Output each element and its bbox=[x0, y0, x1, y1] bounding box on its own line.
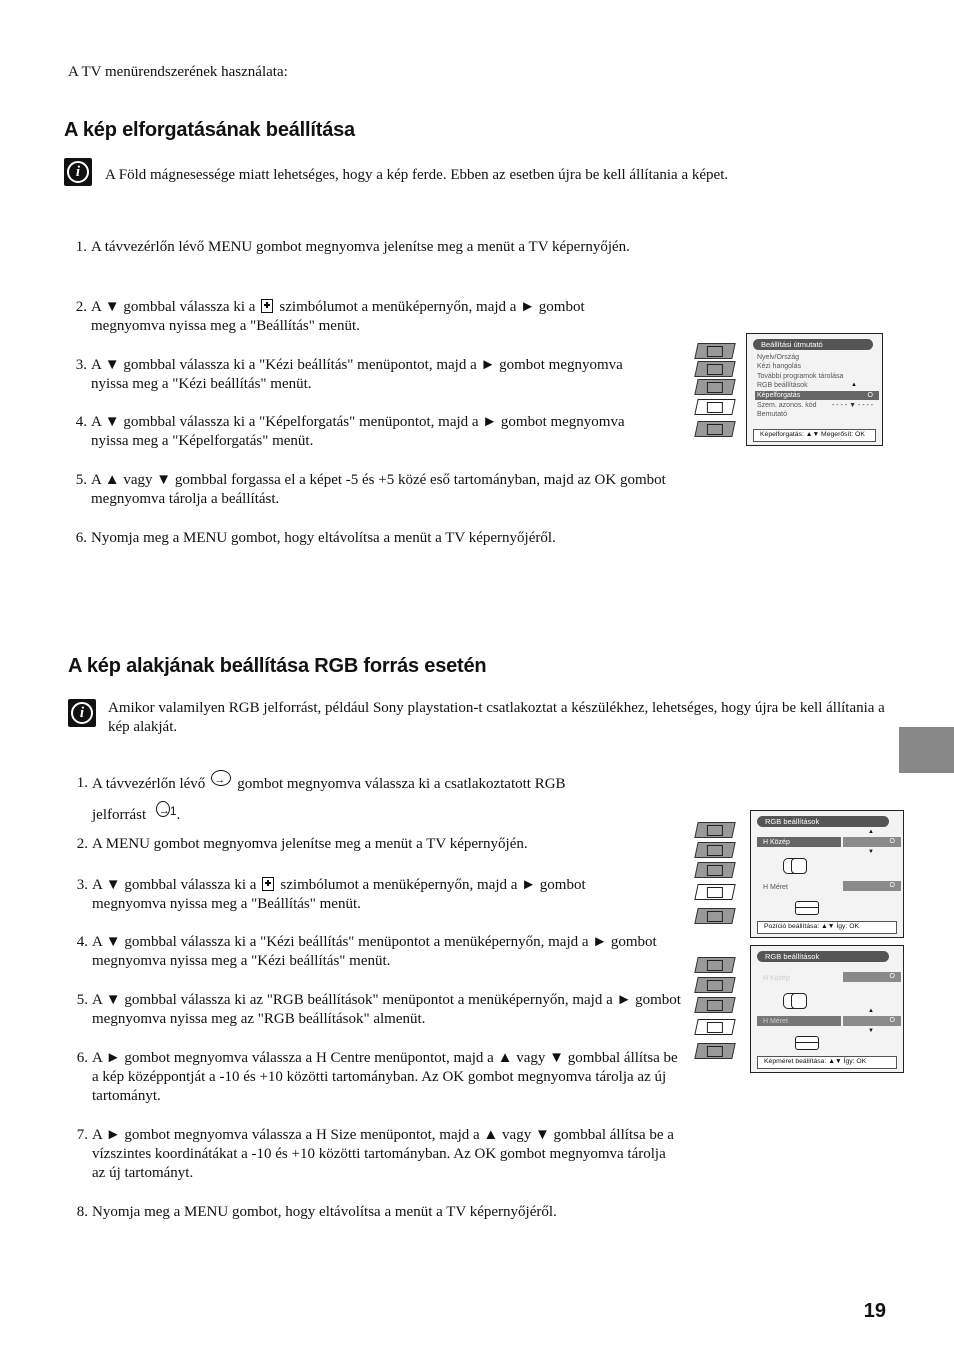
settings-tab-icon bbox=[694, 399, 735, 415]
input-source-icon bbox=[156, 801, 170, 817]
menu-item-selected: Képelforgatás O bbox=[755, 391, 879, 400]
menu-item: Bemutató bbox=[757, 411, 787, 418]
step-item: 2. A ▼ gombbal válassza ki a szimbólumot a menüképernyőn, majd a ► gombot megnyomva nyissa meg a "Beállítás" menüt. bbox=[75, 299, 585, 334]
step-item: 4. A ▼ gombbal válassza ki a "Kézi beállítás" menüpontot a menüképernyőn, majd a ► gombot megnyomva nyissa meg a "Kézi beállítás" menüt. bbox=[76, 934, 657, 969]
menu-panel bbox=[750, 810, 904, 938]
teletext-tab-icon bbox=[694, 908, 735, 924]
h-size-label: H Méret bbox=[763, 884, 788, 891]
menu-footer: Képméret beállítása: ▲▼ Így: OK bbox=[757, 1056, 897, 1069]
picture-tab-icon bbox=[694, 957, 735, 973]
step-item: 7. A ► gombot megnyomva válassza a H Size menüpontot, majd a ▲ vagy ▼ gombbal állítsa be a vízszintes koordinátákat a -10 és +10 közötti tartományban. Az OK gombot megnyomva tárolja az új tartományt. bbox=[76, 1127, 674, 1181]
step-item: 1. A távvezérlőn lévő→ gombot megnyomva válassza ki a csatlakoztatott RGB jelforrást → $^1$. bbox=[92, 770, 652, 829]
down-arrow-icon: ▼ bbox=[868, 849, 874, 855]
step-item: 3. A ▼ gombbal válassza ki a szimbólumot a menüképernyőn, majd a ► gombot megnyomva nyissa meg a "Beállítás" menüt. bbox=[76, 877, 586, 912]
teletext-tab-icon bbox=[694, 1043, 735, 1059]
menu-item: Szem. azonos. kód bbox=[757, 402, 817, 409]
sound-tab-icon bbox=[694, 361, 735, 377]
teletext-tab-icon bbox=[694, 421, 735, 437]
step-item: 4. A ▼ gombbal válassza ki a "Képelforgatás" menüpontot, majd a ► gombot megnyomva nyissa meg a "Képelforgatás" menüt. bbox=[75, 414, 625, 449]
section-title: A kép elforgatásának beállítása bbox=[64, 119, 355, 141]
info-icon: i bbox=[68, 699, 96, 727]
menu-title: RGB beállítások bbox=[757, 951, 889, 962]
code-value: - - - - ▼ - - - - bbox=[832, 402, 874, 409]
chapter-tab-marker bbox=[899, 727, 954, 773]
step-item: 2. A MENU gombot megnyomva jelenítse meg a menüt a TV képernyőjén. bbox=[76, 836, 528, 852]
h-center-row: H Közép bbox=[757, 837, 841, 847]
step-item: 6. A ► gombot megnyomva válassza a H Centre menüpontot, majd a ▲ vagy ▼ gombbal állítsa be a kép középpontját a -10 és +10 közötti tartományban. Az OK gombot megnyomva tárolja az új tartományt. bbox=[76, 1050, 678, 1104]
step-item: 5. A ▲ vagy ▼ gombbal forgassa el a képet -5 és +5 közé eső tartományban, majd az OK gombot megnyomva tárolja a beállítást. bbox=[75, 472, 666, 507]
step-item: 6. Nyomja meg a MENU gombot, hogy eltávolítsa a menüt a TV képernyőjéről. bbox=[75, 530, 556, 546]
settings-tab-icon bbox=[694, 884, 735, 900]
running-head: A TV menürendszerének használata: bbox=[68, 64, 288, 80]
settings-tab-icon bbox=[694, 1019, 735, 1035]
page-number: 19 bbox=[863, 1300, 886, 1322]
features-tab-icon bbox=[694, 379, 735, 395]
menu-footer: Pozíció beállítása: ▲▼ Így: OK bbox=[757, 921, 897, 934]
h-center-bar: O bbox=[843, 972, 901, 982]
up-arrow-icon: ▲ bbox=[868, 829, 874, 835]
menu-title: RGB beállítások bbox=[757, 816, 889, 827]
picture-size-icon bbox=[795, 1036, 819, 1050]
step-item: 8. Nyomja meg a MENU gombot, hogy eltávolítsa a menüt a TV képernyőjéről. bbox=[76, 1204, 557, 1220]
tv-menu-screen bbox=[696, 333, 886, 448]
step-item: 1. A távvezérlőn lévő MENU gombot megnyomva jelenítse meg a menüt a TV képernyőjén. bbox=[75, 239, 630, 255]
h-size-bar: O bbox=[843, 1016, 901, 1026]
up-arrow-icon: ▲ bbox=[868, 1008, 874, 1014]
h-center-label: H Közép bbox=[763, 975, 790, 982]
menu-title: Beállítási útmutató bbox=[753, 339, 873, 350]
settings-icon bbox=[261, 299, 273, 313]
tv-menu-screen bbox=[696, 945, 906, 1075]
h-center-bar: O bbox=[843, 837, 901, 847]
picture-tab-icon bbox=[694, 822, 735, 838]
menu-footer: Képelforgatás: ▲▼ Megerősít: OK bbox=[753, 429, 876, 442]
step-item: 3. A ▼ gombbal válassza ki a "Kézi beállítás" menüpontot, majd a ► gombot megnyomva nyissa meg a "Kézi beállítás" menüt. bbox=[75, 357, 623, 392]
menu-item: További programok tárolása bbox=[757, 373, 844, 380]
h-size-bar: O bbox=[843, 881, 901, 891]
picture-size-icon bbox=[795, 901, 819, 915]
up-arrow-icon: ▲ bbox=[851, 382, 857, 388]
sound-tab-icon bbox=[694, 977, 735, 993]
menu-item: Kézi hangolás bbox=[757, 363, 801, 370]
note-text: A Föld mágnesessége miatt lehetséges, hogy a kép ferde. Ebben az esetben újra be kell állítania a képet. bbox=[105, 167, 729, 183]
input-source-icon bbox=[211, 770, 231, 786]
h-size-row: H Méret bbox=[757, 1016, 841, 1026]
menu-item: RGB beállítások bbox=[757, 382, 808, 389]
step-item: 5. A ▼ gombbal válassza ki az "RGB beállítások" menüpontot a menüképernyőn, majd a ► gombot megnyomva nyissa meg az "RGB beállítások" almenüt. bbox=[76, 992, 681, 1027]
tv-menu-screen bbox=[696, 810, 906, 940]
down-arrow-icon: ▼ bbox=[868, 1028, 874, 1034]
menu-item: Nyelv/Ország bbox=[757, 354, 800, 361]
picture-tab-icon bbox=[694, 343, 735, 359]
menu-panel bbox=[750, 945, 904, 1073]
sound-tab-icon bbox=[694, 842, 735, 858]
picture-center-icon bbox=[791, 993, 807, 1009]
settings-icon bbox=[262, 877, 274, 891]
note-text: Amikor valamilyen RGB jelforrást, például Sony playstation-t csatlakoztat a készülékhez, lehetséges, hogy újra be kell állítania a kép alakját. bbox=[108, 700, 885, 735]
features-tab-icon bbox=[694, 997, 735, 1013]
info-icon: i bbox=[64, 158, 92, 186]
features-tab-icon bbox=[694, 862, 735, 878]
menu-panel bbox=[746, 333, 883, 446]
picture-center-icon bbox=[791, 858, 807, 874]
section-title: A kép alakjának beállítása RGB forrás esetén bbox=[68, 655, 487, 677]
